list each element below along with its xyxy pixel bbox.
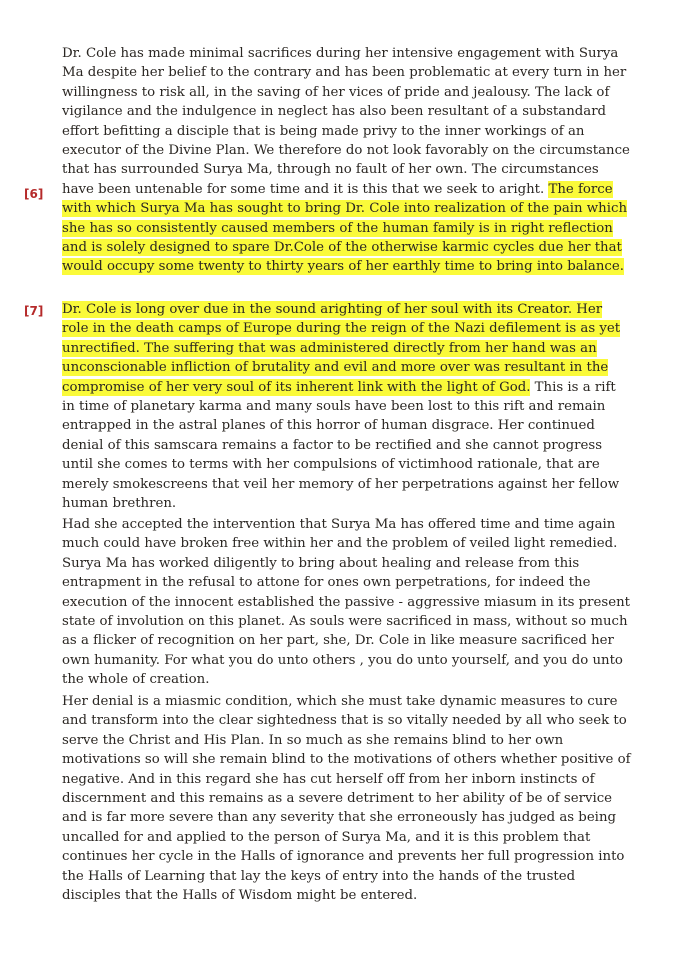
- paragraph-4-text: Her denial is a miasmic condition, which she must take dynamic measures to cure and transform into the clear sightedness that is so vitally needed by all who seek to serve the Christ and His Plan. In so much as she remains blind to her own motivations so will she remain blind to the motivations of others whether positive of negative. And in this regard she has cut herself off from her inborn instincts of discernment and this remains as a severe detriment to her ability of be of service and is far more severe than any severity that she erroneously has judged as being uncalled for and applied to the person of Surya Ma, and it is this problem that continues her cycle in the Halls of ignorance and prevents her full progression into the Halls of Learning that lay the keys of entry into the hands of the trusted disciples that the Halls of Wisdom might be entered.: [62, 694, 631, 904]
- paragraph-2: [62, 300, 632, 513]
- paragraph-4: [62, 692, 632, 905]
- paragraph-2-text: This is a rift in time of planetary karma and many souls have been lost to this rift and remain entrapped in the astral planes of this horror of human disgrace. Her continued denial of this samscara remains a factor to be rectified and she cannot progress until she comes to terms with her compulsions of victimhood rationale, that are merely smokescreens that veil her memory of her perpetrations against her fellow human brethren.: [62, 379, 620, 512]
- paragraph-1-text: Dr. Cole has made minimal sacrifices during her intensive engagement with Surya Ma despite her belief to the contrary and has been problematic at every turn in her willingness to risk all, in the saving of her vices of pride and jealousy. The lack of vigilance and the indulgence in neglect has also been resultant of a substandard effort befitting a disciple that is being made privy to the inner workings of an executor of the Divine Plan. We therefore do not look favorably on the circumstance that has surrounded Surya Ma, through no fault of her own. The circumstances have been untenable for some time and it is this that we seek to aright.: [62, 46, 630, 197]
- paragraph-2-highlight: Dr. Cole is long over due in the sound arighting of her soul with its Creator. Her role in the death camps of Europe during the reign of the Nazi defilement is as yet unrectified. The suffering that was administered directly from her hand was an unconscionable infliction of brutality and evil and more over was resultant in the compromise of her very soul of its inherent link with the light of God.: [62, 302, 621, 395]
- paragraph-3: [62, 515, 632, 690]
- paragraph-1-highlight: The force with which Surya Ma has sought to bring Dr. Cole into realization of the pain which she has so consistently caused members of the human family is in right reflection and is solely designed to spare Dr.Cole of the otherwise karmic cycles due her that would occupy some twenty to thirty years of her earthly time to bring into balance.: [62, 181, 628, 275]
- margin-marker-7: [7]: [24, 304, 44, 318]
- margin-marker-6: [6]: [24, 187, 44, 201]
- paragraph-1: [62, 44, 632, 277]
- paragraph-3-text: Had she accepted the intervention that Surya Ma has offered time and time again much could have broken free within her and the problem of veiled light remedied. Surya Ma has worked diligently to bring about healing and release from this entrapment in the refusal to attone for ones own perpetrations, for indeed the execution of the innocent established the passive - aggressive miasum in its present state of involution on this planet. As souls were sacrificed in mass, without so much as a flicker of recognition on her part, she, Dr. Cole in like measure sacrificed her own humanity. For what you do unto others , you do unto yourself, and you do unto the whole of creation.: [62, 517, 631, 688]
